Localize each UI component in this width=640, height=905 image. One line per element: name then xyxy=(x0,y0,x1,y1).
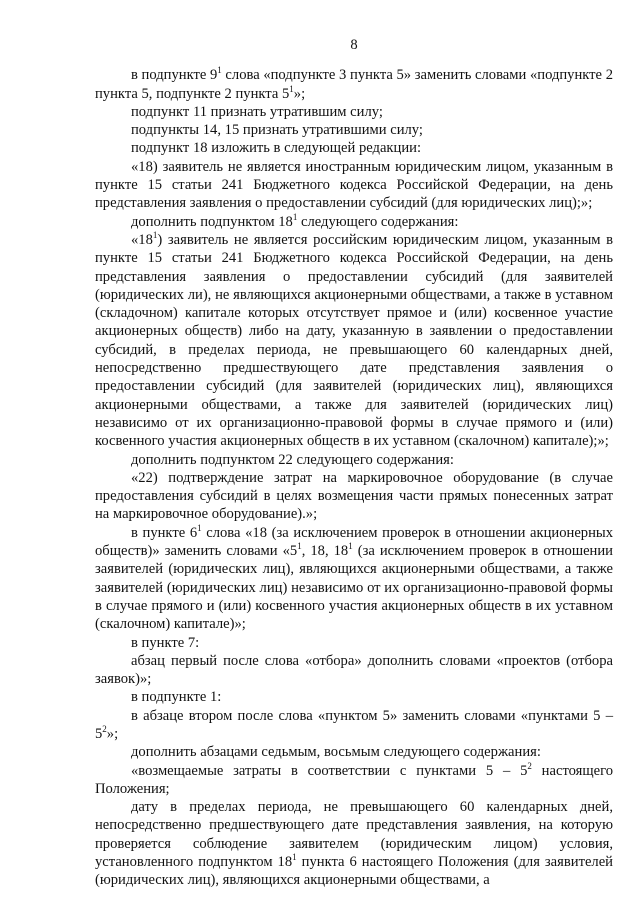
paragraph xyxy=(95,66,613,103)
text-run: слова «18 (за исключением проверок в отношении акционерных обществ)» заменить словами «5 xyxy=(95,524,614,560)
paragraph xyxy=(95,707,613,744)
text-run: в подпункте 1: xyxy=(131,689,222,706)
paragraph xyxy=(95,469,613,524)
paragraph xyxy=(95,103,613,121)
superscript: 1 xyxy=(292,211,298,222)
paragraph xyxy=(95,231,613,451)
page-number: 8 xyxy=(350,37,358,53)
text-run: , 18, 18 xyxy=(301,543,349,560)
text-run: пункта 6 настоящего Положения (для заявителей (юридических лиц), являющихся акционерными обществами, а xyxy=(95,854,613,889)
document-page xyxy=(95,36,613,890)
text-run: ) заявитель не является российским юридическим лицом, указанным в пункте 15 статьи 241 Бюджетного кодекса Российской Федерации, на день представления заявления о предоставлении субсидий (для заявителей (юридических ли), не являющихся акционерными обществами, а также в уставном (складочном) капитале которых отсутствует прямое и (или) косвенное участие акционерных обществ) либо на дату, указанную в заявлении о предоставлении субсидий, в пределах периода, не превышающего 60 календарных дней, непосредственно предшествующего дате представления заявления о предоставлении субсидий (для заявителей (юридических лиц), являющихся акционерными обществами, а также для заявителей (юридических лиц) независимо от их организационно-правовой формы в случае прямого и (или) косвенного участия акционерных обществ в их уставном (скалочном) капитале);»; xyxy=(95,231,613,450)
text-run: «18 xyxy=(131,231,153,248)
text-run: дополнить абзацами седьмым, восьмым следующего содержания: xyxy=(131,744,541,761)
paragraph xyxy=(95,743,613,761)
superscript: 1 xyxy=(197,522,202,533)
text-run: дополнить подпунктом 18 xyxy=(131,213,293,230)
paragraph xyxy=(95,121,613,139)
paragraph xyxy=(95,634,613,652)
text-run: подпункт 18 изложить в следующей редакции: xyxy=(131,140,422,157)
text-run: дополнить подпунктом 22 следующего содержания: xyxy=(131,451,454,468)
text-run: (за исключением проверок в отношении заявителей (юридических лиц), являющихся акционерными обществами, а также заявителей (юридических лиц) независимо от их организационно-правовой формы в случае прямого и (или) косвенного участия акционерных обществ в их уставном (скалочном) капитале)»; xyxy=(95,543,613,633)
paragraph xyxy=(95,451,613,469)
paragraph xyxy=(95,688,613,706)
paragraph xyxy=(95,798,613,889)
text-run: настоящего Положения; xyxy=(95,762,613,797)
text-run: »; xyxy=(293,85,306,102)
text-run: в абзаце втором после слова «пунктом 5» заменить словами «пунктами 5 – 5 xyxy=(95,707,613,742)
text-run: »; xyxy=(106,725,119,742)
text-run: подпункт 11 признать утратившим силу; xyxy=(131,103,383,120)
text-run: в пункте 6 xyxy=(131,524,198,541)
text-run: слова «подпункте 3 пункта 5» заменить словами «подпункте 2 пункта 5, подпункте 2 пункта 5 xyxy=(95,67,613,102)
superscript: 2 xyxy=(527,760,532,771)
text-run: в подпункте 9 xyxy=(131,67,218,84)
superscript: 1 xyxy=(348,541,353,552)
text-run: дату в пределах периода, не превышающего 60 календарных дней, непосредственно предшествующего дате представления заявления, на которую проверяется соблюдение заявителем (юридическим лицом) условия, установленного подпунктом 18 xyxy=(95,799,613,871)
superscript: 1 xyxy=(289,83,294,94)
paragraph xyxy=(95,213,613,231)
paragraph xyxy=(95,762,613,799)
text-run: «18) заявитель не является иностранным юридическим лицом, указанным в пункте 15 статьи 241 Бюджетного кодекса Российской Федерации, на день представления заявления о предоставлении субсидий (для юридических лиц);»; xyxy=(95,158,613,212)
paragraph xyxy=(95,524,613,634)
paragraph xyxy=(95,652,613,689)
document-body xyxy=(95,66,613,889)
superscript: 1 xyxy=(297,541,302,552)
paragraph xyxy=(95,158,613,213)
text-run: подпункты 14, 15 признать утратившими силу; xyxy=(131,122,423,139)
superscript: 1 xyxy=(292,852,297,863)
superscript: 1 xyxy=(152,229,158,240)
superscript: 2 xyxy=(102,723,107,734)
text-run: «22) подтверждение затрат на маркировочное оборудование (в случае предоставления субсидий в целях возмещения части прямых понесенных затрат на маркировочное оборудование).»; xyxy=(95,469,613,523)
paragraph xyxy=(95,139,613,157)
text-run: в пункте 7: xyxy=(131,634,200,651)
text-run: следующего содержания: xyxy=(297,213,459,230)
text-run: абзац первый после слова «отбора» дополнить словами «проектов (отбора заявок)»; xyxy=(95,652,613,688)
superscript: 1 xyxy=(217,65,222,76)
text-run: «возмещаемые затраты в соответствии с пунктами 5 – 5 xyxy=(131,762,528,779)
